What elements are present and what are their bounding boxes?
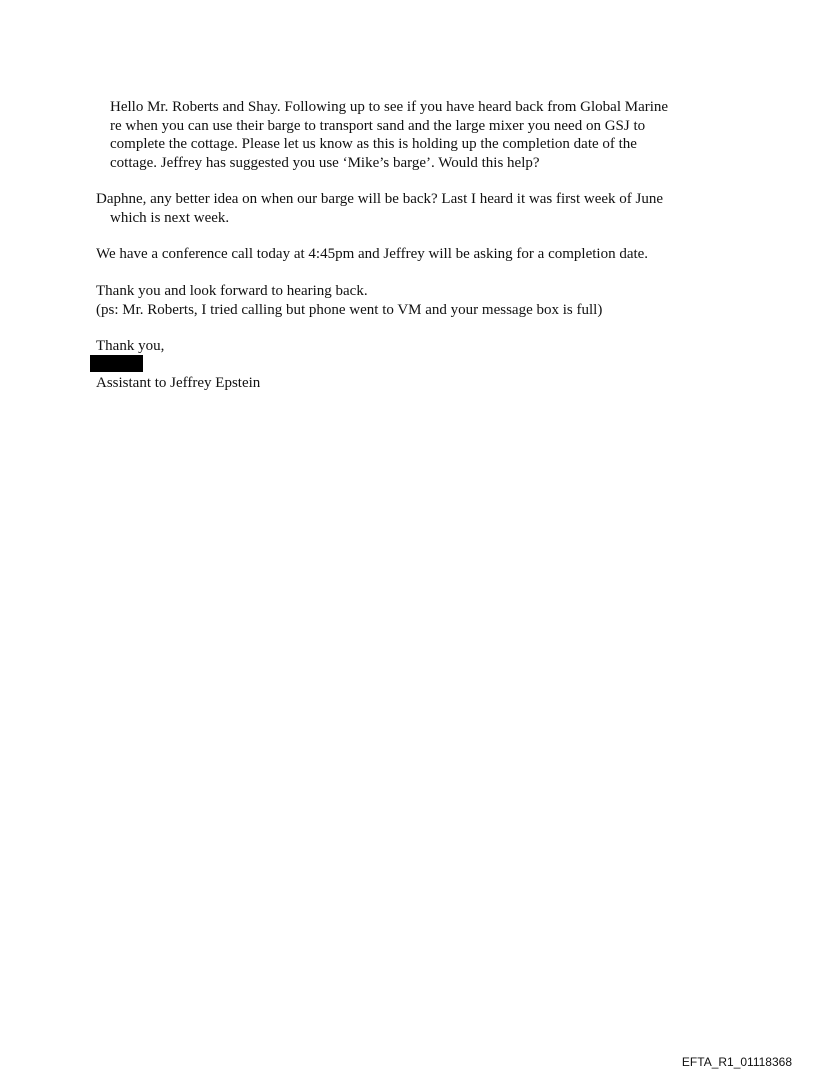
document-id-footer: EFTA_R1_01118368 [681, 1055, 792, 1069]
text-line: which is next week. [110, 209, 230, 226]
text-line: (ps: Mr. Roberts, I tried calling but phone went to VM and your message box is full) [96, 301, 603, 318]
email-paragraph-barge-question [96, 190, 663, 227]
text-line: Thank you and look forward to hearing back. [96, 283, 368, 299]
email-paragraph-conference-call [96, 245, 648, 264]
text-line: Hello Mr. Roberts and Shay. Following up to see if you have heard back from Global Marine [110, 99, 669, 115]
text-line: re when you can use their barge to transport sand and the large mixer you need on GSJ to [110, 117, 646, 134]
email-paragraph-thanks [96, 282, 602, 319]
signature-title: Assistant to Jeffrey Epstein [96, 375, 261, 391]
text-line: Daphne, any better idea on when our barge will be back? Last I heard it was first week of June [96, 191, 664, 207]
closing-text: Thank you, [96, 338, 165, 354]
redaction-box [90, 355, 143, 372]
email-paragraph-greeting [110, 98, 668, 172]
text-line: complete the cottage. Please let us know as this is holding up the completion date of the [110, 136, 637, 152]
text-line: cottage. Jeffrey has suggested you use ‘Mike’s barge’. Would this help? [110, 154, 540, 171]
text-line: We have a conference call today at 4:45pm and Jeffrey will be asking for a completion date. [96, 246, 649, 262]
